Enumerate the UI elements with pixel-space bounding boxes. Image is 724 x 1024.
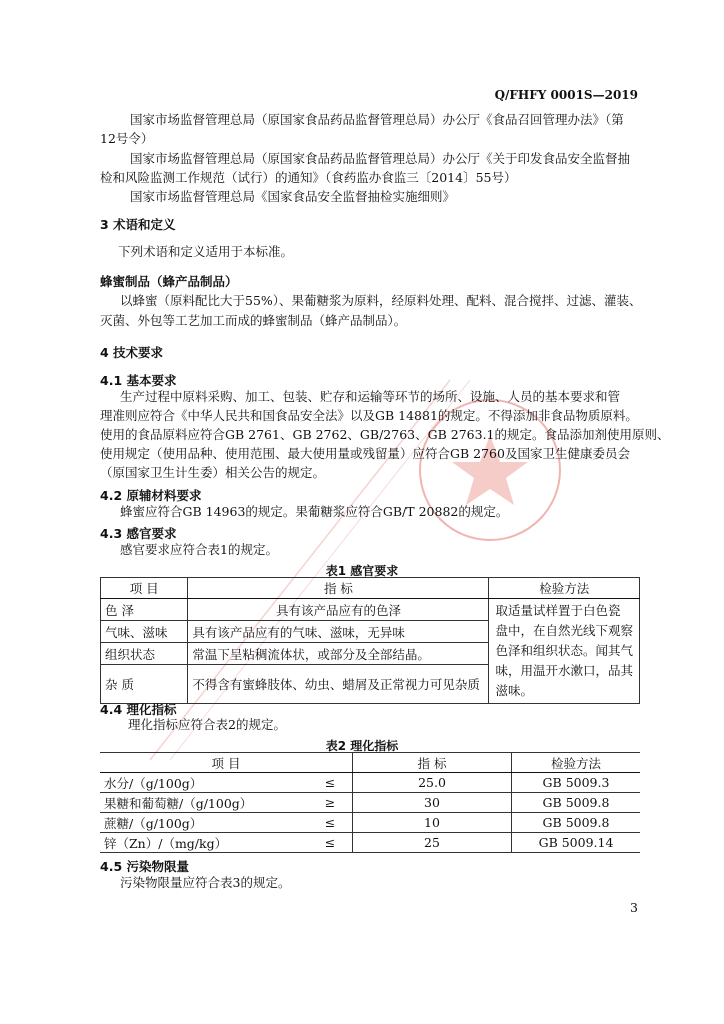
section-4-1-line-3: 使用的食品原料应符合GB 2761、GB 2762、GB/2763、GB 2763.1的规定。食品添加剂使用原则、 <box>100 427 670 442</box>
table-1-header-row <box>101 578 640 599</box>
table-2-cell-value: 25.0 <box>353 773 512 793</box>
method-line: 色泽和组织状态。闻其气 <box>495 643 633 658</box>
table-2-header-indicator: 指 标 <box>353 753 512 773</box>
table-2-cell-item: 果糖和葡萄糖/（g/100g） <box>100 793 308 813</box>
table-2-cell-value: 30 <box>353 793 512 813</box>
ref-3: 国家市场监督管理总局《国家食品安全监督抽检实施细则》 <box>130 189 456 204</box>
table-1-cell-item: 色 泽 <box>101 599 188 621</box>
table-2-cell-operator: ≤ <box>308 813 353 833</box>
table-2-cell-item: 锌（Zn）/（mg/kg） <box>100 833 308 853</box>
table-2-header-method: 检验方法 <box>512 753 641 773</box>
section-4-3-line-1: 感官要求应符合表1的规定。 <box>120 542 278 557</box>
section-3-title: 3 术语和定义 <box>100 217 176 232</box>
ref-2-line-1: 国家市场监督管理总局（原国家食品药品监督管理总局）办公厅《关于印发食品安全监督抽 <box>130 151 631 166</box>
section-4-4-title: 4.4 理化指标 <box>100 702 177 717</box>
section-4-4-line-1: 理化指标应符合表2的规定。 <box>128 717 286 732</box>
table-1-header-item: 项 目 <box>101 578 188 599</box>
table-2-header-row <box>100 753 640 773</box>
table-row <box>100 833 640 853</box>
section-4-1-line-4: 使用规定（使用品种、使用范围、最大使用量或残留量）应符合GB 2760及国家卫生健康委员会 <box>100 446 630 461</box>
method-line: 取适量试样置于白色瓷 <box>495 603 621 618</box>
table-2-cell-method: GB 5009.8 <box>512 813 641 833</box>
table-1-caption: 表1 感官要求 <box>325 564 399 578</box>
table-1-cell-indicator: 具有该产品应有的气味、滋味，无异味 <box>188 621 489 643</box>
page-number: 3 <box>630 900 638 915</box>
table-row <box>100 813 640 833</box>
table-2-cell-method: GB 5009.8 <box>512 793 641 813</box>
method-line: 味，用温开水漱口，品其 <box>495 663 633 678</box>
table-1-cell-indicator: 具有该产品应有的色泽 <box>188 599 489 621</box>
method-line: 盘中，在自然光线下观察 <box>495 623 633 638</box>
table-1-cell-indicator: 不得含有蜜蜂肢体、幼虫、蜡屑及正常视力可见杂质 <box>188 665 489 704</box>
section-4-1-line-2: 理准则应符合《中华人民共和国食品安全法》以及GB 14881的规定。不得添加非食品物质原料。 <box>100 408 638 423</box>
ref-2-line-2: 检和风险监测工作规范（试行）的通知》（食药监办食监三〔2014〕55号） <box>100 170 517 185</box>
table-row <box>100 793 640 813</box>
term-definition-line-1: 以蜂蜜（原料配比大于55%）、果葡糖浆为原料，经原料处理、配料、混合搅拌、过滤、灌装、 <box>120 293 642 308</box>
section-4-1-line-1: 生产过程中原料采购、加工、包装、贮存和运输等环节的场所、设施、人员的基本要求和管 <box>120 389 621 404</box>
table-2-caption: 表2 理化指标 <box>325 739 399 753</box>
table-2-physicochemical <box>100 752 640 853</box>
table-1-cell-item: 杂 质 <box>101 665 188 704</box>
section-4-2-line-1: 蜂蜜应符合GB 14963的规定。果葡糖浆应符合GB/T 20882的规定。 <box>120 504 509 519</box>
table-2-cell-value: 10 <box>353 813 512 833</box>
table-2-cell-operator: ≤ <box>308 833 353 853</box>
table-row <box>101 599 640 621</box>
table-1-cell-indicator: 常温下呈粘稠流体状，或部分及全部结晶。 <box>188 643 489 665</box>
method-line: 滋味。 <box>495 683 533 698</box>
section-4-1-line-5: （原国家卫生计生委）相关公告的规定。 <box>100 465 326 480</box>
table-1-header-indicator: 指 标 <box>188 578 489 599</box>
ref-1-line-2: 12号令） <box>100 131 154 146</box>
section-4-title: 4 技术要求 <box>100 345 164 360</box>
term-heading: 蜂蜜制品（蜂产品制品） <box>100 274 238 289</box>
table-2-cell-item: 水分/（g/100g） <box>100 773 308 793</box>
section-4-5-title: 4.5 污染物限量 <box>100 859 189 874</box>
section-4-3-title: 4.3 感官要求 <box>100 526 177 541</box>
table-row <box>100 773 640 793</box>
table-2-cell-method: GB 5009.14 <box>512 833 641 853</box>
section-4-1-title: 4.1 基本要求 <box>100 373 177 388</box>
table-2-cell-value: 25 <box>353 833 512 853</box>
table-2-cell-method: GB 5009.3 <box>512 773 641 793</box>
section-3-intro: 下列术语和定义适用于本标准。 <box>118 244 294 259</box>
table-2-header-item: 项 目 <box>100 753 353 773</box>
table-1-header-method: 检验方法 <box>489 578 640 599</box>
ref-1-line-1: 国家市场监督管理总局（原国家食品药品监督管理总局）办公厅《食品召回管理办法》（第 <box>130 112 624 127</box>
table-1-cell-item: 气味、滋味 <box>101 621 188 643</box>
table-2-cell-operator: ≥ <box>308 793 353 813</box>
table-1-cell-item: 组织状态 <box>101 643 188 665</box>
table-2-cell-item: 蔗糖/（g/100g） <box>100 813 308 833</box>
table-2-cell-operator: ≤ <box>308 773 353 793</box>
section-4-5-line-1: 污染物限量应符合表3的规定。 <box>120 875 291 890</box>
standard-code: Q/FHFY 0001S—2019 <box>494 88 638 102</box>
table-1-method-cell <box>489 599 640 704</box>
table-1-sensory <box>100 577 640 704</box>
term-definition-line-2: 灭菌、外包等工艺加工而成的蜂蜜制品（蜂产品制品）。 <box>100 313 407 328</box>
section-4-2-title: 4.2 原辅材料要求 <box>100 488 202 503</box>
